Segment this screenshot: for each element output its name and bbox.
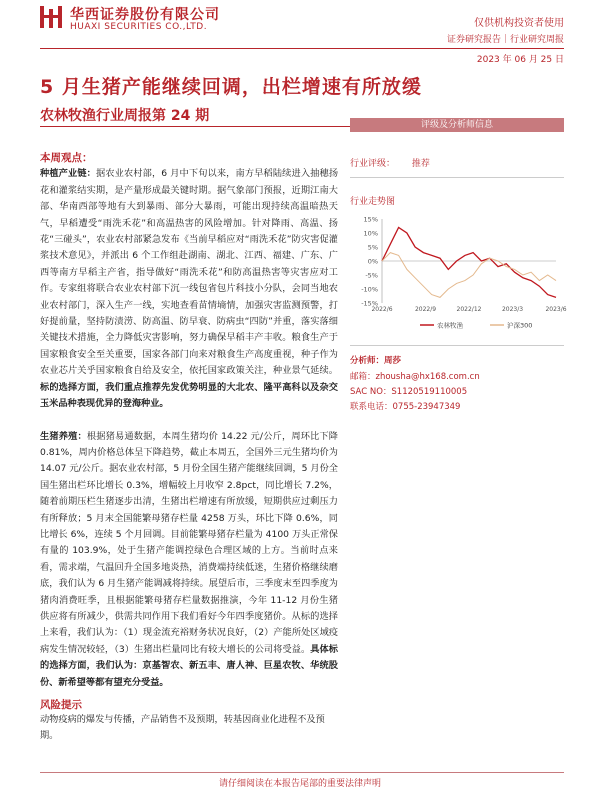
- main-content: [40, 150, 338, 691]
- analyst-sac: SAC NO：S1120519110005: [350, 387, 468, 397]
- risk-body: 动物疫病的爆发与传播，产品销售不及预期，转基因商业化进程不及预期。: [40, 714, 325, 742]
- hog-lead: 生猪养殖：: [40, 430, 87, 442]
- legal-footer: 请仔细阅读在本报告尾部的重要法律声明: [218, 779, 381, 789]
- company-name-en: HUAXI SECURITIES CO.,LTD.: [70, 22, 208, 32]
- risk-heading: 风险提示: [40, 699, 82, 711]
- x-tick-label: 2022/12: [456, 306, 482, 313]
- report-category: 证券研究报告｜行业研究周报: [446, 35, 564, 45]
- y-tick-label: 15%: [363, 215, 378, 224]
- legend-label: 农林牧渔: [437, 321, 463, 330]
- hog-recommendation: 具体标的选择方面，我们认为：京基智农、新五丰、唐人神、巨星农牧、华统股份、新希望等都有望充分受益。: [40, 643, 338, 688]
- x-tick-label: 2022/6: [371, 306, 393, 313]
- sidebar: [350, 118, 567, 412]
- company-name-cn: 华西证券股份有限公司: [70, 7, 220, 23]
- rating-label: 行业评级：: [350, 159, 396, 169]
- rating-box-title: 评级及分析师信息: [350, 118, 564, 132]
- report-title: 5 月生猪产能继续回调，出栏增速有所放缓: [40, 76, 422, 98]
- report-date: 2023 年 06 月 25 日: [476, 55, 564, 65]
- hog-body: 根据猪易通数据，本周生猪均价 14.22 元/公斤，周环比下降 0.81%，周内价格总体呈下降趋势，截止本周五，全国外三元生猪均价为 14.07 元/公斤。据农业农村部，5 月份全国生猪产能继续回调，5 月份全国生猪出栏环比增长 0.3%，增幅较上月收窄 2.8pct，同比增长 7.2%，随着前期压栏生猪逐步出清，生猪出栏增速有所放缓，短期供应过剩压力有所释放；5 月末全国能繁母猪存栏量 4258 万头，环比下降 0.6%，同比增长 6%，连续 5 个月回调。目前能繁母猪存栏量为 4100 万头正常保有量的 103.9%，处于生猪产能调控绿色合理区域的上方。当前时点来看，需求端，气温回升全国多地炎热，消费端持续低迷，生猪价格继续磨底，我们认为 6 月生猪产能调减将持续。展望后市，三季度末至四季度为猪肉消费旺季，且根据能繁母猪存栏量数据推演，今年 11-12 月份生猪供应将有所减少，供需共同作用下我们看好今年四季度猪价。从标的选择上来看，我们认为：（1）现金流充裕财务状况良好，（2）产能所处区域疫病发生情况较轻，（3）生猪出栏量同比有较大增长的公司将受益。: [40, 430, 338, 655]
- rating-value: 推荐: [411, 159, 430, 169]
- series-line-csi300: [382, 253, 556, 298]
- hog-paragraph: [40, 429, 338, 692]
- x-tick-label: 2023/6: [545, 306, 567, 313]
- planting-recommendation: 标的选择方面，我们重点推荐先发优势明显的大北农、隆平高科以及杂交玉米品种表现优异的登海种业。: [40, 381, 338, 410]
- planting-paragraph: [40, 166, 338, 412]
- header-divider: [40, 48, 564, 49]
- trend-chart: [350, 213, 567, 341]
- y-tick-label: 0%: [367, 257, 378, 266]
- x-tick-label: 2022/9: [414, 306, 437, 313]
- audience-note: 仅供机构投资者使用: [474, 18, 564, 29]
- summary-heading: 本周观点：: [40, 152, 93, 164]
- y-tick-label: -5%: [365, 271, 378, 280]
- series-line-agriculture: [382, 227, 556, 297]
- y-tick-label: -10%: [361, 285, 378, 294]
- huaxi-logo-icon: [40, 6, 62, 28]
- planting-lead: 种植产业链：: [40, 168, 96, 180]
- x-tick-label: 2023/3: [501, 306, 524, 313]
- footer-divider: [40, 772, 564, 773]
- analyst-name: 分析师：周莎: [350, 356, 402, 366]
- report-subtitle: 农林牧渔行业周报第 24 期: [40, 108, 210, 124]
- y-tick-label: 5%: [367, 243, 378, 252]
- y-tick-label: -15%: [361, 299, 378, 308]
- trend-chart-title: 行业走势图: [350, 197, 396, 207]
- analyst-phone: 联系电话：0755-23947349: [350, 402, 461, 412]
- legend-label: 沪深300: [507, 321, 533, 330]
- planting-body: 据农业农村部，6 月中下旬以来，南方早稻陆续进入抽穗扬花和灌浆结实期，是产量形成最关键时期。据气象部门预报，近期江南大部、华南西部等地有大到暴雨、部分大暴雨，可能出现持续高温暗热天气，早稻遭受“雨洗禾花”和高温热害的风险增加。针对降雨、高温、扬花“三碰头”，农业农村部紧急发布《当前早稻应对“雨洗禾花”防灾害促灌浆技术意见》，并派出 6 个工作组赴湖南、湖北、江西、福建、广东、广西等南方早稻主产省，指导做好“雨洗禾花”和防高温热害等灾害应对工作。专家组将联合农业农村部下沉一线包省包片科技小分队，会同当地农业农村部门，深入生产一线，实地查看苗情墒情，加强灾害监测预警，打好提前量，坚持防渍涝、防高温、防早衰、防病虫“四防”并重，落实落细关键技术措施，全力降低灾害影响，努力确保早稻丰产丰收。粮食生产于国家粮食安全至关重要，国家各部门向来对粮食生产高度重视，种子作为农业芯片关乎国家粮食自给及安全，依托国家政策关注，种业景气延续。: [40, 168, 339, 377]
- analyst-email[interactable]: 邮箱：zhousha@hx168.com.cn: [350, 372, 480, 382]
- y-tick-label: 10%: [363, 229, 378, 238]
